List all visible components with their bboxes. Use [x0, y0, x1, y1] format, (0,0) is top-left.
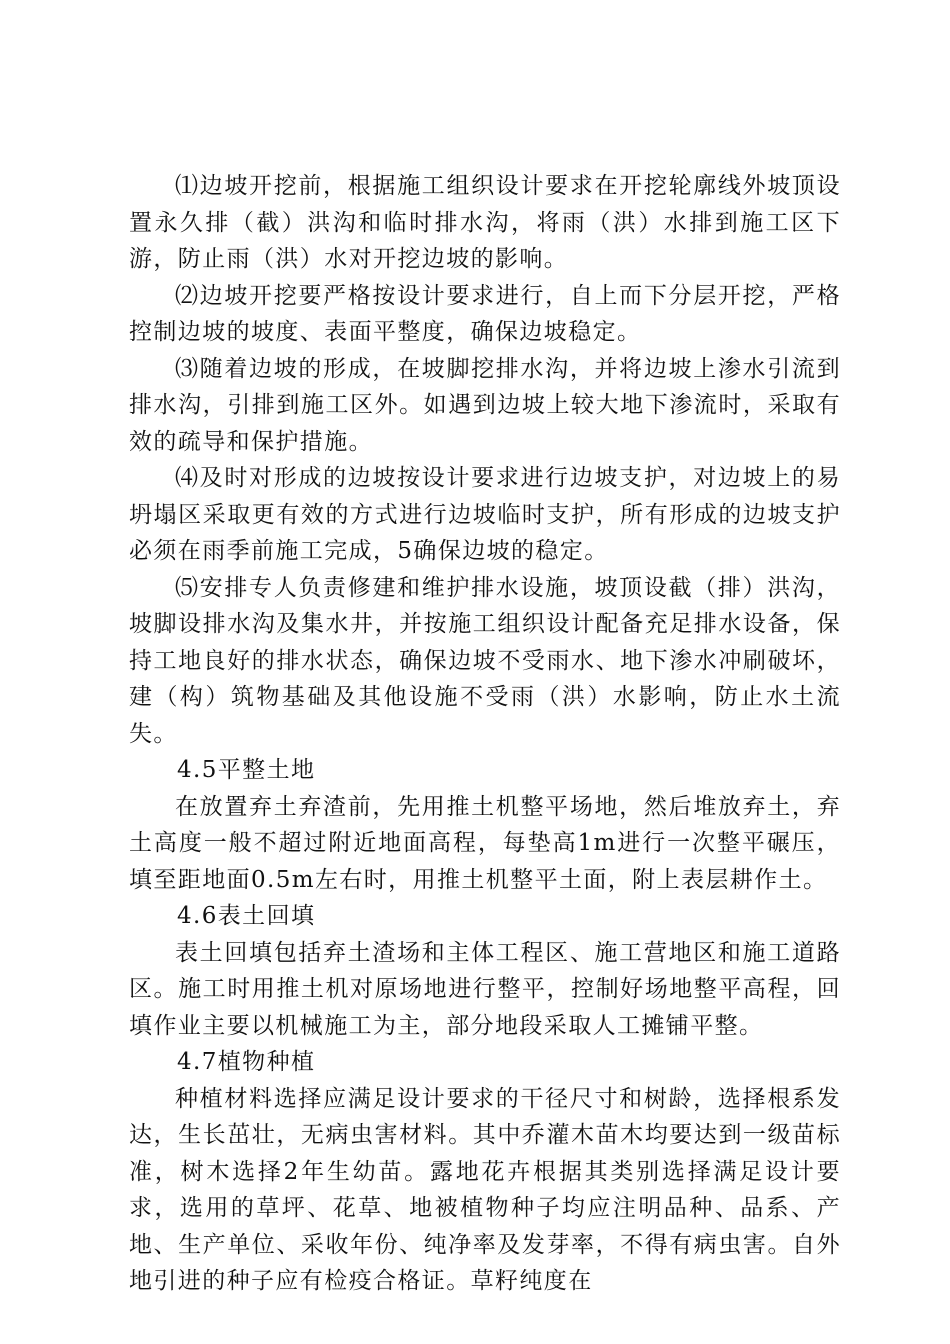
paragraph-1: ⑴边坡开挖前，根据施工组织设计要求在开挖轮廓线外坡顶设置永久排（截）洪沟和临时排水沟，将雨（洪）水排到施工区下游，防止雨（洪）水对开挖边坡的影响。 — [129, 173, 841, 272]
paragraph-8: 种植材料选择应满足设计要求的干径尺寸和树龄，选择根系发达，生长茁壮，无病虫害材料。其中乔灌木苗木均要达到一级苗标准，树木选择2年生幼苗。露地花卉根据其类别选择满足设计要求，选用的草坪、花草、地被植物种子均应注明品种、品系、产地、生产单位、采收年份、纯净率及发芽率，不得有病虫害。自外地引进的种子应有检疫合格证。草籽纯度在 — [129, 1085, 841, 1294]
paragraph-3: ⑶随着边坡的形成，在坡脚挖排水沟，并将边坡上渗水引流到排水沟，引排到施工区外。如遇到边坡上较大地下渗流时，采取有效的疏导和保护措施。 — [129, 355, 841, 455]
paragraph-5: ⑸安排专人负责修建和维护排水设施，坡顶设截（排）洪沟，坡脚设排水沟及集水井，并按施工组织设计配备充足排水设备，保持工地良好的排水状态，确保边坡不受雨水、地下渗水冲刷破坏，建（构）筑物基础及其他设施不受雨（洪）水影响，防止水土流失。 — [129, 574, 841, 747]
section-heading-4-7: 4.7植物种植 — [177, 1049, 316, 1075]
section-heading-4-5: 4.5平整土地 — [177, 757, 316, 783]
paragraph-7: 表土回填包括弃土渣场和主体工程区、施工营地区和施工道路区。施工时用推土机对原场地进行整平，控制好场地整平高程，回填作业主要以机械施工为主，部分地段采取人工摊铺平整。 — [129, 939, 841, 1039]
paragraph-4: ⑷及时对形成的边坡按设计要求进行边坡支护，对边坡上的易坍塌区采取更有效的方式进行边坡临时支护，所有形成的边坡支护必须在雨季前施工完成，5确保边坡的稳定。 — [129, 465, 841, 564]
paragraph-6: 在放置弃土弃渣前，先用推土机整平场地，然后堆放弃土，弃土高度一般不超过附近地面高程，每垫高1m进行一次整平碾压，填至距地面0.5m左右时，用推土机整平土面，附上表层耕作土。 — [129, 793, 841, 893]
paragraph-2: ⑵边坡开挖要严格按设计要求进行，自上而下分层开挖，严格控制边坡的坡度、表面平整度，确保边坡稳定。 — [129, 282, 841, 345]
document-body — [129, 168, 841, 1300]
section-heading-4-6: 4.6表土回填 — [177, 903, 316, 929]
